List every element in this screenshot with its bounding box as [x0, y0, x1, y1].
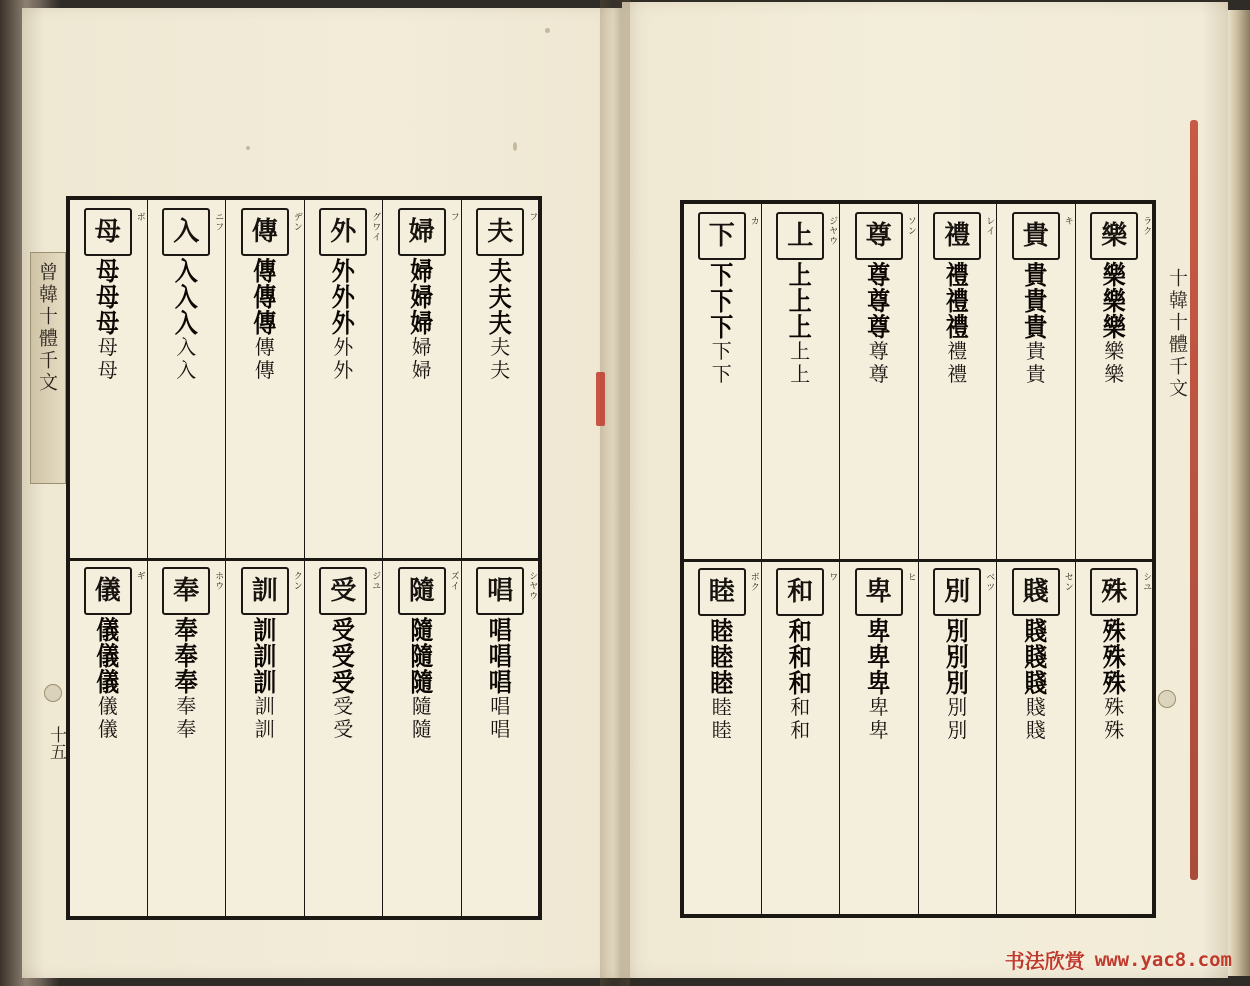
character-column: [225, 199, 304, 558]
column-heading: [305, 208, 383, 256]
character-column: [461, 558, 540, 917]
script-variant-glyph: 受: [331, 616, 355, 646]
script-variant-glyph: 奉: [174, 642, 198, 672]
watermark: [1005, 945, 1232, 974]
script-variant-glyph: 賤: [1025, 718, 1046, 743]
column-heading: [383, 208, 461, 256]
reading-kana: ヒ: [905, 572, 916, 582]
script-variant-glyph: 禮: [945, 313, 969, 343]
script-variant-glyph: 睦: [711, 695, 732, 720]
script-variant-glyph: 賤: [1025, 695, 1046, 720]
paper-speck: [513, 142, 517, 151]
script-variant-glyph: 外: [331, 283, 355, 313]
script-variants: [919, 617, 997, 743]
script-variant-glyph: 別: [945, 643, 969, 673]
paper-speck: [545, 28, 550, 33]
script-variants: [1076, 617, 1154, 743]
heading-cartouche: 卑: [855, 568, 903, 616]
script-variant-glyph: 卑: [867, 669, 891, 699]
reading-kana: キ: [1062, 216, 1073, 226]
script-variant-glyph: 樂: [1102, 261, 1126, 291]
script-variant-glyph: 夫: [488, 257, 512, 287]
script-variants: [683, 617, 761, 743]
reading-kana: クン: [291, 571, 302, 591]
script-variant-glyph: 外: [331, 257, 355, 287]
reading-kana: フ: [448, 212, 459, 222]
character-column: [304, 558, 383, 917]
script-variant-glyph: 尊: [867, 313, 891, 343]
script-variant-glyph: 禮: [947, 362, 968, 387]
left-page-bottom-row: [69, 558, 539, 917]
column-heading: [683, 568, 761, 616]
script-variants: [762, 261, 840, 387]
heading-cartouche: 訓: [241, 567, 289, 615]
column-heading: [919, 212, 997, 260]
character-column: [1075, 203, 1154, 559]
script-variant-glyph: 和: [790, 695, 811, 720]
column-heading: [148, 567, 226, 615]
script-variants: [69, 257, 147, 383]
script-variants: [840, 261, 918, 387]
column-heading: [226, 567, 304, 615]
heading-cartouche: 賤: [1012, 568, 1060, 616]
script-variant-glyph: 隨: [411, 717, 432, 742]
script-variants: [148, 616, 226, 742]
right-page-frame: [680, 200, 1156, 918]
script-variant-glyph: 外: [333, 335, 354, 360]
script-variant-glyph: 傳: [253, 257, 277, 287]
watermark-label: 书法欣赏: [1004, 949, 1085, 973]
script-variant-glyph: 別: [945, 669, 969, 699]
script-variant-glyph: 受: [331, 668, 355, 698]
script-variant-glyph: 貴: [1024, 287, 1048, 317]
spine-binding: [1190, 120, 1198, 880]
reading-kana: ジヤウ: [827, 216, 838, 246]
heading-cartouche: 隨: [398, 567, 446, 615]
character-column: [1075, 559, 1154, 915]
script-variant-glyph: 睦: [710, 643, 734, 673]
heading-cartouche: 入: [162, 208, 210, 256]
script-variant-glyph: 入: [176, 335, 197, 360]
heading-cartouche: 尊: [855, 212, 903, 260]
script-variant-glyph: 和: [788, 669, 812, 699]
reading-kana: ホウ: [213, 571, 224, 591]
heading-cartouche: 上: [776, 212, 824, 260]
heading-cartouche: 傳: [241, 208, 289, 256]
left-page-frame: [66, 196, 542, 920]
script-variant-glyph: 夫: [490, 335, 511, 360]
script-variant-glyph: 母: [97, 335, 118, 360]
heading-cartouche: 母: [84, 208, 132, 256]
reading-kana: ズイ: [448, 571, 459, 591]
script-variant-glyph: 婦: [411, 358, 432, 383]
script-variants: [462, 616, 540, 742]
book-gutter: [600, 0, 630, 986]
script-variant-glyph: 唱: [490, 717, 511, 742]
character-column: [918, 203, 997, 559]
script-variants: [919, 261, 997, 387]
heading-cartouche: 儀: [84, 567, 132, 615]
script-variant-glyph: 唱: [488, 642, 512, 672]
script-variant-glyph: 下: [710, 287, 734, 317]
paper-speck: [246, 146, 250, 150]
script-variant-glyph: 上: [788, 313, 812, 343]
script-variant-glyph: 上: [790, 339, 811, 364]
script-variant-glyph: 卑: [867, 617, 891, 647]
script-variant-glyph: 殊: [1102, 643, 1126, 673]
script-variant-glyph: 婦: [410, 283, 434, 313]
column-heading: [305, 567, 383, 615]
script-variant-glyph: 貴: [1025, 362, 1046, 387]
script-variant-glyph: 尊: [867, 287, 891, 317]
heading-cartouche: 外: [319, 208, 367, 256]
reading-kana: カ: [748, 216, 759, 226]
script-variant-glyph: 傳: [253, 283, 277, 313]
script-variant-glyph: 和: [788, 617, 812, 647]
column-heading: [69, 567, 147, 615]
script-variants: [997, 617, 1075, 743]
reading-kana: シユ: [1141, 572, 1152, 592]
left-page-top-row: [69, 199, 539, 561]
script-variants: [683, 261, 761, 387]
heading-cartouche: 受: [319, 567, 367, 615]
script-variant-glyph: 賤: [1024, 669, 1048, 699]
script-variant-glyph: 禮: [947, 339, 968, 364]
script-variants: [69, 616, 147, 742]
right-page-top-row: [683, 203, 1153, 562]
script-variant-glyph: 睦: [710, 617, 734, 647]
script-variant-glyph: 唱: [488, 668, 512, 698]
script-variant-glyph: 儀: [96, 642, 120, 672]
column-heading: [919, 568, 997, 616]
script-variant-glyph: 外: [333, 358, 354, 383]
script-variant-glyph: 下: [711, 362, 732, 387]
script-variant-glyph: 殊: [1102, 669, 1126, 699]
script-variant-glyph: 奉: [176, 694, 197, 719]
script-variant-glyph: 貴: [1024, 313, 1048, 343]
script-variant-glyph: 夫: [488, 283, 512, 313]
script-variant-glyph: 卑: [868, 718, 889, 743]
script-variants: [148, 257, 226, 383]
script-variant-glyph: 儀: [97, 694, 118, 719]
script-variants: [383, 616, 461, 742]
script-variant-glyph: 隨: [410, 616, 434, 646]
script-variant-glyph: 殊: [1102, 617, 1126, 647]
column-heading: [840, 568, 918, 616]
reading-kana: セン: [1062, 572, 1073, 592]
script-variant-glyph: 奉: [174, 668, 198, 698]
script-variant-glyph: 下: [710, 261, 734, 291]
script-variant-glyph: 和: [788, 643, 812, 673]
script-variant-glyph: 母: [97, 358, 118, 383]
script-variant-glyph: 儀: [96, 616, 120, 646]
reading-kana: グワイ: [370, 212, 381, 242]
script-variant-glyph: 下: [710, 313, 734, 343]
script-variants: [383, 257, 461, 383]
reading-kana: ボ: [134, 212, 145, 222]
script-variants: [840, 617, 918, 743]
heading-cartouche: 別: [933, 568, 981, 616]
script-variant-glyph: 傳: [254, 335, 275, 360]
heading-cartouche: 奉: [162, 567, 210, 615]
reading-kana: ラク: [1141, 216, 1152, 236]
script-variant-glyph: 儀: [97, 717, 118, 742]
script-variant-glyph: 禮: [945, 261, 969, 291]
character-column: [69, 199, 147, 558]
script-variant-glyph: 婦: [410, 309, 434, 339]
script-variant-glyph: 殊: [1104, 695, 1125, 720]
script-variant-glyph: 樂: [1102, 287, 1126, 317]
reading-kana: シヤウ: [527, 571, 538, 601]
script-variant-glyph: 上: [788, 261, 812, 291]
heading-cartouche: 睦: [698, 568, 746, 616]
column-heading: [997, 568, 1075, 616]
script-variant-glyph: 奉: [174, 616, 198, 646]
script-variant-glyph: 尊: [867, 261, 891, 291]
heading-cartouche: 下: [698, 212, 746, 260]
column-heading: [69, 208, 147, 256]
script-variant-glyph: 受: [333, 717, 354, 742]
character-column: [69, 558, 147, 917]
heading-cartouche: 夫: [476, 208, 524, 256]
heading-cartouche: 唱: [476, 567, 524, 615]
reading-kana: デン: [291, 212, 302, 232]
script-variant-glyph: 上: [788, 287, 812, 317]
heading-cartouche: 和: [776, 568, 824, 616]
script-variant-glyph: 樂: [1102, 313, 1126, 343]
script-variant-glyph: 外: [331, 309, 355, 339]
script-variant-glyph: 母: [96, 309, 120, 339]
binding-hole: [44, 684, 62, 702]
column-heading: [683, 212, 761, 260]
script-variant-glyph: 隨: [411, 694, 432, 719]
script-variant-glyph: 夫: [488, 309, 512, 339]
script-variant-glyph: 卑: [868, 695, 889, 720]
column-heading: [997, 212, 1075, 260]
script-variant-glyph: 訓: [253, 668, 277, 698]
character-column: [382, 558, 461, 917]
script-variant-glyph: 訓: [253, 642, 277, 672]
heading-cartouche: 婦: [398, 208, 446, 256]
script-variant-glyph: 樂: [1104, 362, 1125, 387]
script-variant-glyph: 唱: [490, 694, 511, 719]
script-variant-glyph: 入: [174, 257, 198, 287]
script-variant-glyph: 入: [174, 283, 198, 313]
watermark-url: www.yac8.com: [1094, 948, 1232, 971]
heading-cartouche: 殊: [1090, 568, 1138, 616]
script-variants: [1076, 261, 1154, 387]
script-variant-glyph: 別: [947, 718, 968, 743]
script-variant-glyph: 尊: [868, 362, 889, 387]
script-variants: [462, 257, 540, 383]
heading-cartouche: 樂: [1090, 212, 1138, 260]
column-heading: [1076, 212, 1154, 260]
column-heading: [226, 208, 304, 256]
script-variant-glyph: 訓: [254, 694, 275, 719]
script-variant-glyph: 婦: [410, 257, 434, 287]
red-bookmark: [596, 372, 605, 426]
character-column: [304, 199, 383, 558]
script-variants: [305, 257, 383, 383]
script-variant-glyph: 下: [711, 339, 732, 364]
character-column: [147, 558, 226, 917]
script-variant-glyph: 賤: [1024, 617, 1048, 647]
character-column: [683, 559, 761, 915]
reading-kana: ワ: [827, 572, 838, 582]
reading-kana: ベツ: [984, 572, 995, 592]
column-heading: [762, 212, 840, 260]
script-variant-glyph: 唱: [488, 616, 512, 646]
script-variant-glyph: 隨: [410, 668, 434, 698]
column-heading: [462, 567, 540, 615]
script-variant-glyph: 卑: [867, 643, 891, 673]
script-variant-glyph: 和: [790, 718, 811, 743]
column-heading: [148, 208, 226, 256]
script-variants: [226, 257, 304, 383]
script-variant-glyph: 睦: [711, 718, 732, 743]
character-column: [382, 199, 461, 558]
script-variant-glyph: 夫: [490, 358, 511, 383]
character-column: [839, 203, 918, 559]
script-variant-glyph: 睦: [710, 669, 734, 699]
heading-cartouche: 禮: [933, 212, 981, 260]
column-heading: [462, 208, 540, 256]
character-column: [996, 203, 1075, 559]
script-variant-glyph: 傳: [253, 309, 277, 339]
script-variant-glyph: 入: [174, 309, 198, 339]
script-variants: [762, 617, 840, 743]
script-variant-glyph: 母: [96, 283, 120, 313]
character-column: [461, 199, 540, 558]
script-variant-glyph: 母: [96, 257, 120, 287]
script-variant-glyph: 禮: [945, 287, 969, 317]
column-heading: [840, 212, 918, 260]
script-variant-glyph: 訓: [253, 616, 277, 646]
script-variants: [226, 616, 304, 742]
reading-kana: ソン: [905, 216, 916, 236]
heading-cartouche: 貴: [1012, 212, 1060, 260]
character-column: [683, 203, 761, 559]
script-variants: [997, 261, 1075, 387]
reading-kana: レイ: [984, 216, 995, 236]
column-heading: [1076, 568, 1154, 616]
page-edge: [1228, 10, 1250, 976]
script-variant-glyph: 奉: [176, 717, 197, 742]
character-column: [761, 203, 840, 559]
character-column: [996, 559, 1075, 915]
page-number: 十五: [46, 726, 66, 760]
reading-kana: ジユ: [370, 571, 381, 591]
script-variant-glyph: 殊: [1104, 718, 1125, 743]
character-column: [839, 559, 918, 915]
right-page-title-text: 十韓十體千文: [1166, 268, 1188, 400]
script-variant-glyph: 別: [947, 695, 968, 720]
script-variant-glyph: 受: [331, 642, 355, 672]
script-variant-glyph: 上: [790, 362, 811, 387]
reading-kana: ボク: [748, 572, 759, 592]
left-page-title-text: 曾韓十體千文: [36, 262, 58, 394]
character-column: [918, 559, 997, 915]
reading-kana: ニフ: [213, 212, 224, 232]
right-page-bottom-row: [683, 559, 1153, 915]
character-column: [147, 199, 226, 558]
script-variant-glyph: 入: [176, 358, 197, 383]
script-variant-glyph: 尊: [868, 339, 889, 364]
binding-hole: [1158, 690, 1176, 708]
script-variant-glyph: 別: [945, 617, 969, 647]
script-variant-glyph: 貴: [1024, 261, 1048, 291]
reading-kana: ギ: [134, 571, 145, 581]
script-variant-glyph: 賤: [1024, 643, 1048, 673]
script-variant-glyph: 貴: [1025, 339, 1046, 364]
script-variant-glyph: 儀: [96, 668, 120, 698]
script-variant-glyph: 訓: [254, 717, 275, 742]
script-variant-glyph: 傳: [254, 358, 275, 383]
script-variant-glyph: 受: [333, 694, 354, 719]
character-column: [225, 558, 304, 917]
column-heading: [762, 568, 840, 616]
script-variant-glyph: 樂: [1104, 339, 1125, 364]
script-variant-glyph: 隨: [410, 642, 434, 672]
script-variants: [305, 616, 383, 742]
column-heading: [383, 567, 461, 615]
reading-kana: フ: [527, 212, 538, 222]
character-column: [761, 559, 840, 915]
script-variant-glyph: 婦: [411, 335, 432, 360]
